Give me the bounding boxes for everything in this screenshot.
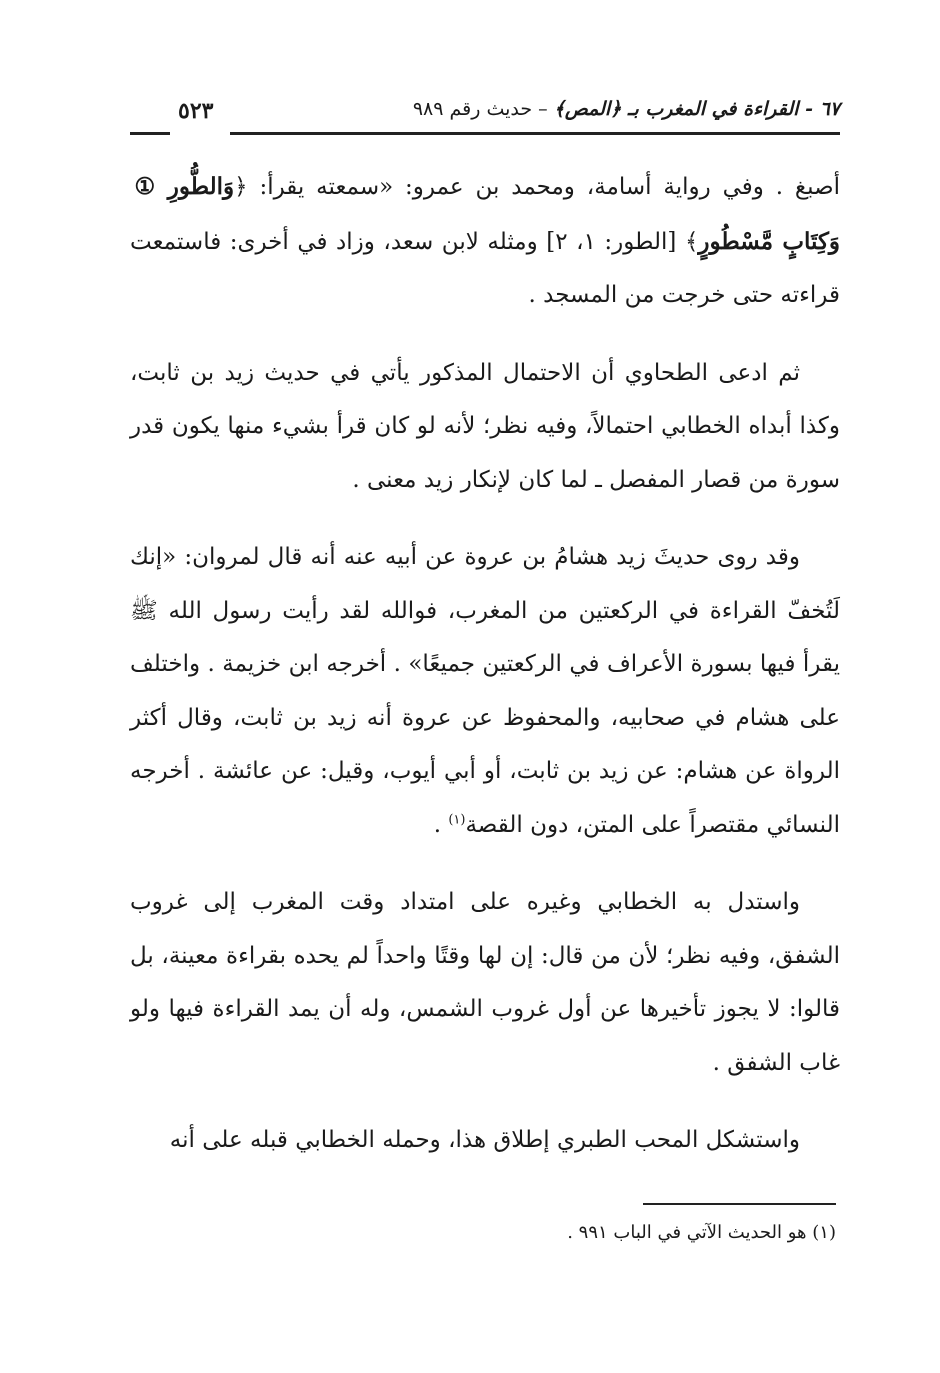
- header-rule: [230, 132, 840, 135]
- footnote-1: [567, 1218, 836, 1248]
- paragraph-2: ثم ادعى الطحاوي أن الاحتمال المذكور يأتي في حديث زيد بن ثابت، وكذا أبداه الخطابي احتمالاً، وفيه نظر؛ لأنه لو كان قرأ بشيء منها يكون قدر سورة من قصار المفصل ـ لما كان لإنكار زيد معنى .: [130, 359, 840, 493]
- paragraph-1: [130, 160, 840, 323]
- paragraph-3-tail: .: [433, 811, 449, 838]
- quran-verse: وَالطُّورِ ① وَكِتَابٍ مَّسْطُورٍ: [130, 173, 841, 255]
- footnote-separator: [643, 1203, 836, 1205]
- footnote-1-text: هو الحديث الآتي في الباب ٩٩١ .: [567, 1222, 813, 1243]
- paragraph-3: [130, 531, 840, 852]
- paragraph-1-lead: أصبغ . وفي رواية أسامة، ومحمد بن عمرو: «سمعته يقرأ: ﴿: [234, 174, 840, 200]
- header-title: [413, 98, 840, 120]
- hadith-reference: – حديث رقم ٩٨٩: [412, 98, 554, 120]
- paragraph-1-rest: ﴾ [الطور: ١، ٢] ومثله لابن سعد، وزاد في أخرى: فاستمعت قراءته حتى خرجت من المسجد .: [130, 228, 840, 308]
- page-number: ٥٢٣: [178, 98, 214, 124]
- section-title: ٦٧ - القراءة في المغرب بـ ﴿المص﴾: [553, 98, 840, 120]
- paragraph-4: واستدل به الخطابي وغيره على امتداد وقت المغرب إلى غروب الشفق، وفيه نظر؛ لأن من قال: إن لها وقتًا واحداً لم يحده بقراءة معينة، بل قالوا: لا يجوز تأخيرها عن أول غروب الشمس، وله أن يمد القراءة فيها ولو غاب الشفق .: [130, 889, 840, 1076]
- paragraph-3-text: وقد روى حديثَ زيد هشامُ بن عروة عن أبيه عنه أنه قال لمروان: «إنك لَتُخفّ القراءة في الركعتين من المغرب، فوالله لقد رأيت رسول الله ﷺ يقرأ فيها بسورة الأعراف في الركعتين جميعًا» . أخرجه ابن خزيمة . واختلف على هشام في صحابيه، والمحفوظ عن عروة أنه زيد بن ثابت، وقال أكثر الرواة عن هشام: عن زيد بن ثابت، أو أبي أيوب، وقيل: عن عائشة . أخرجه النسائي مقتصراً على المتن، دون القصة: [130, 544, 840, 838]
- main-text: [130, 160, 840, 1192]
- footnote-1-marker: (١): [812, 1222, 836, 1243]
- footnote-marker[interactable]: (١): [448, 811, 466, 827]
- running-header: [130, 92, 840, 138]
- paragraph-5: واستشكل المحب الطبري إطلاق هذا، وحمله الخطابي قبله على أنه: [169, 1127, 800, 1153]
- page-number-rule: [130, 132, 170, 135]
